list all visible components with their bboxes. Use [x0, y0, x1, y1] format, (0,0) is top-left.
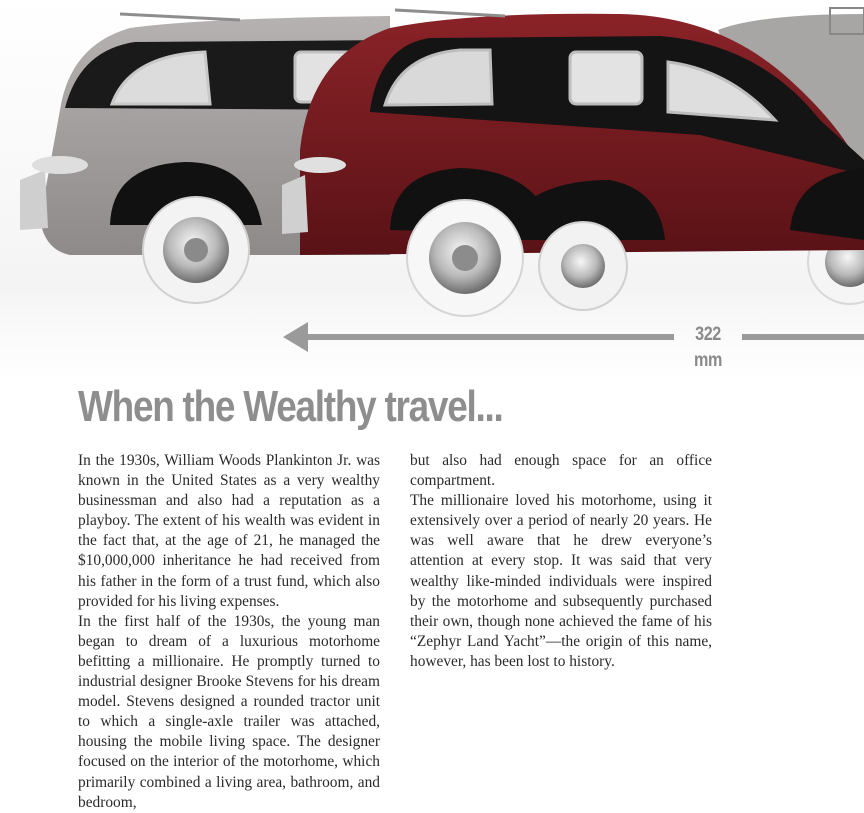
- article-title: When the Wealthy travel...: [78, 382, 503, 431]
- paragraph: In the 1930s, William Woods Plankinton Jr. was known in the United States as a very wealthy businessman and also had a reputation as a playboy. The extent of his wealth was evident in the fact that, at the age of 21, he managed the $10,000,000 inheritance he had received from his father in the form of a trust fund, which also provided for his living expenses.: [78, 452, 380, 610]
- paragraph: In the first half of the 1930s, the young man began to dream of a luxurious motorhome befitting a millionaire. He promptly turned to industrial designer Brooke Stevens for his dream model. Stevens designed a rounded tractor unit to which a single-axle trailer was attached, housing the mobile living space. The designer focused on the interior of the motorhome, which primarily combined a living area, bathroom, and bedroom,: [78, 612, 380, 811]
- hero-image: [0, 0, 864, 380]
- article-column-left: [78, 451, 380, 813]
- measurement-label: 322 mm: [694, 324, 722, 371]
- article-column-right: [410, 451, 712, 672]
- paragraph: but also had enough space for an office compartment.: [410, 452, 712, 490]
- paragraph: The millionaire loved his motorhome, using it extensively over a period of nearly 20 years. He was well aware that he drew everyone’s attention at every stop. It was said that very wealthy like-minded individuals were inspired by the motorhome and subsequently purchased their own, though none achieved the fame of his “Zephyr Land Yacht”—the origin of this name, however, has been lost to history.: [410, 492, 712, 670]
